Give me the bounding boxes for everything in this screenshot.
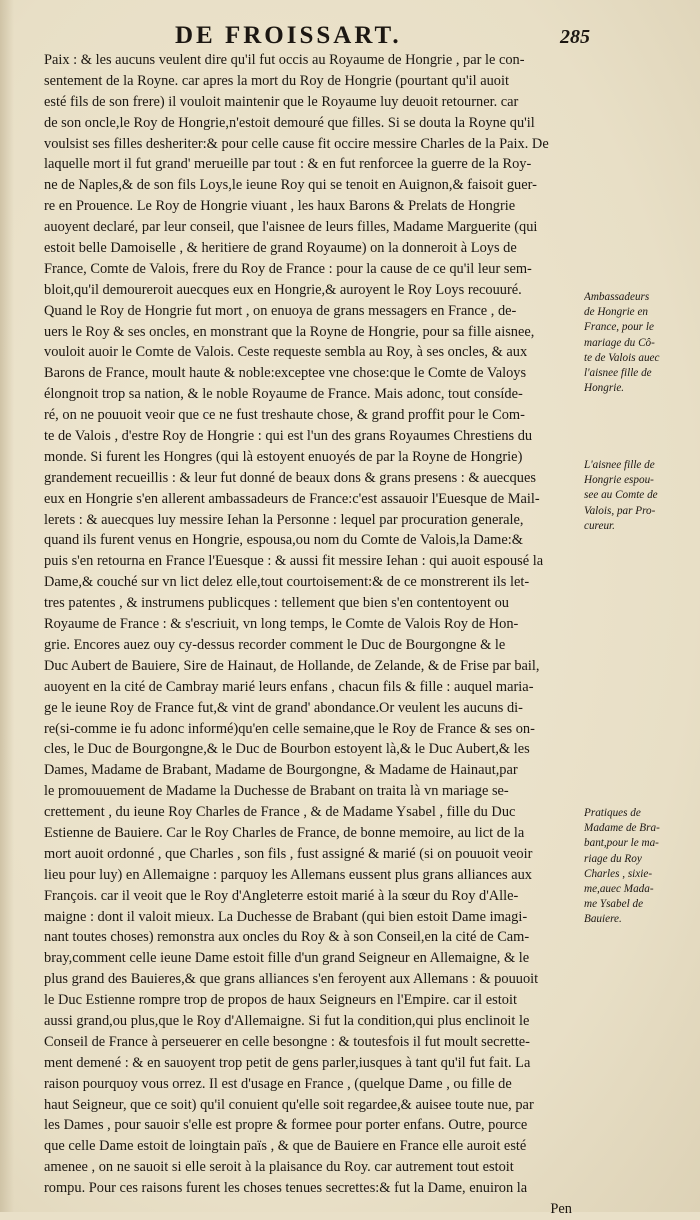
text-line: amenee , on ne sauoit si elle seroit à la plaisance du Roy. car autrement tout estoit bbox=[44, 1159, 514, 1176]
text-line: tres patentes , & instrumens publicques : tellement que bien s'en contentoyent ou bbox=[44, 595, 509, 612]
text-line: haut Seigneur, que ce soit) qu'il conuient qu'elle soit regardee,& auisee toute nue, par bbox=[44, 1096, 534, 1113]
text-line: esté fils de son frere) il vouloit maintenir que le Royaume luy deuoit retourner. car bbox=[44, 93, 519, 110]
text-line: bray,comment celle ieune Dame estoit fille d'un grand Seigneur en Allemaigne, & le bbox=[44, 950, 530, 967]
text-line: re en Prouence. Le Roy de Hongrie viuant , les haux Barons & Prelats de Hongrie bbox=[44, 198, 516, 215]
text-line: re(si-comme ie fu adonc informé)qu'en celle semaine,que le Roy de France & ses on- bbox=[44, 720, 535, 737]
page-number: 285 bbox=[560, 26, 590, 48]
marginal-note-ambassadors bbox=[584, 290, 690, 396]
marginal-note-line: me Ysabel de bbox=[584, 898, 644, 911]
text-line: auoyent en la cité de Cambray marié leurs enfans , chacun fils & fille : auquel maria- bbox=[44, 678, 534, 695]
text-line: ré, on ne pouuoit veoir que ce ne fust treshaute chose, & grand proffit pour le Com- bbox=[44, 407, 525, 424]
marginal-note-line: Charles , sixie- bbox=[584, 867, 653, 880]
text-line: ge le ieune Roy de France fut,& vint de grand' abondance.Or veulent les aucuns di- bbox=[44, 699, 523, 716]
text-line: mort auoit ordonné , que Charles , son fils , fust assigné & marié (si on pouuoit veoir bbox=[44, 845, 533, 862]
marginal-note-line: Madame de Bra- bbox=[584, 822, 660, 835]
text-line: aussi grand,ou plus,que le Roy d'Allemaigne. Si fut la condition,qui plus enclinoit le bbox=[44, 1012, 530, 1029]
text-line: te de Valois , d'estre Roy de Hongrie : qui est l'un des grans Royaumes Chrestiens du bbox=[44, 428, 533, 445]
text-line: monde. Si furent les Hongres (qui là estoyent enuoyés de par la Royne de Hongrie) bbox=[44, 448, 523, 465]
text-line: Dames, Madame de Brabant, Madame de Bourgongne, & Madame de Hainaut,par bbox=[44, 762, 518, 779]
text-line: auoyent declaré, par leur conseil, que l'aisnee de leurs filles, Madame Marguerite (qui bbox=[44, 219, 538, 236]
text-line: le promouuement de Madame la Duchesse de Brabant on traita là vn mariage se- bbox=[44, 783, 509, 800]
marginal-note-line: Valois, par Pro- bbox=[584, 504, 656, 517]
text-line: Quand le Roy de Hongrie fut mort , on enuoya de grans messagers en France , de- bbox=[44, 302, 517, 319]
text-line: Conseil de France à perseuerer en celle besongne : & toutesfois il fut moult secrette- bbox=[44, 1033, 530, 1050]
marginal-note-line: Hongrie espou- bbox=[584, 474, 654, 487]
marginal-note-line: cureur. bbox=[584, 519, 615, 532]
text-line: ne de Naples,& de son fils Loys,le ieune Roy qui se tenoit en Auignon,& faisoit guer- bbox=[44, 177, 537, 194]
marginal-note-line: mariage du Cô- bbox=[584, 336, 655, 349]
text-line: nant toutes choses) remonstra aux oncles du Roy & à son Conseil,en la cité de Cam- bbox=[44, 929, 530, 946]
text-line: rompu. Pour ces raisons furent les choses tenues secrettes:& fut la Dame, enuiron la bbox=[44, 1180, 528, 1197]
text-line: François. car il veoit que le Roy d'Angleterre estoit marié à la sœur du Roy d'Alle- bbox=[44, 887, 519, 904]
marginal-note-line: l'aisnee fille de bbox=[584, 367, 652, 380]
text-line: bloit,qu'il demoureroit auecques eux en Hongrie,& auroyent le Roy Loys recouuré. bbox=[44, 281, 522, 298]
text-line: raison pourquoy vous orrez. Il est d'usage en France , (quelque Dame , ou fille de bbox=[44, 1075, 512, 1092]
marginal-note-line: L'aisnee fille de bbox=[584, 459, 655, 471]
marginal-note-line: France, pour le bbox=[584, 321, 654, 334]
text-line: voulsist ses filles desheriter:& pour celle cause fit occire messire Charles de la Paix. De bbox=[44, 135, 549, 152]
marginal-note-line: me,auec Mada- bbox=[584, 883, 654, 896]
text-line: crettement , du ieune Roy Charles de France , & de Madame Ysabel , fille du Duc bbox=[44, 804, 516, 821]
text-line: estoit belle Damoiselle , & heritiere de grand Royaume) on la donneroit à Loys de bbox=[44, 240, 517, 257]
bleed-through-text bbox=[662, 530, 698, 544]
text-line: le Duc Estienne rompre trop de propos de haux Seigneurs en l'Empire. car il estoit bbox=[44, 992, 517, 1009]
text-line: Estienne de Bauiere. Car le Roy Charles de France, de bonne memoire, au lict de la bbox=[44, 824, 525, 841]
marginal-note-line: riage du Roy bbox=[584, 852, 642, 865]
marginal-note-line: Ambassadeurs bbox=[584, 291, 650, 303]
marginal-note-brabant-practices bbox=[584, 806, 690, 928]
marginal-note-line: Pratiques de bbox=[584, 807, 641, 819]
catchword: Pen bbox=[550, 1200, 572, 1217]
text-line: que celle Dame estoit de loingtain païs , & que de Bauiere en France elle auroit esté bbox=[44, 1138, 527, 1155]
text-line: Dame,& couché sur vn lict delez elle,tout courtoisement:& de ce monstrerent ils let- bbox=[44, 574, 530, 591]
text-line: puis s'en retourna en France l'Euesque : & aussi fit messire Iehan : qui auoit espousé la bbox=[44, 553, 544, 570]
marginal-note-line: te de Valois auec bbox=[584, 351, 660, 364]
text-line: cles, le Duc de Bourgongne,& le Duc de Bourbon estoyent là,& le Duc Aubert,& les bbox=[44, 741, 530, 758]
text-line: quand ils furent venus en Hongrie, espousa,ou nom du Comte de Valois,la Dame:& bbox=[44, 532, 523, 549]
text-line: de son oncle,le Roy de Hongrie,n'estoit demouré que filles. Si se douta la Royne qu'il bbox=[44, 114, 535, 131]
marginal-note-line: Bauiere. bbox=[584, 913, 622, 926]
text-line: uers le Roy & ses oncles, en monstrant que la Royne de Hongrie, pour sa fille aisnee, bbox=[44, 323, 535, 340]
text-line: Royaume de France : & s'escriuit, vn long temps, le Comte de Valois Roy de Hon- bbox=[44, 616, 519, 633]
text-line: ment demené : & en sauoyent trop petit de gens parler,iusques à tant qu'il fut fait. La bbox=[44, 1054, 531, 1071]
marginal-note-line: see au Comte de bbox=[584, 489, 658, 502]
text-line: grie. Encores auez ouy cy-dessus recorder comment le Duc de Bourgongne & le bbox=[44, 636, 506, 653]
text-line: vouloit auoir le Comte de Valois. Ceste requeste sembla au Roy, à ses oncles, & aux bbox=[44, 344, 528, 361]
text-line: Barons de France, moult haute & noble:exceptee vne chose:que le Comte de Valoys bbox=[44, 365, 527, 382]
text-line: sentement de la Royne. car apres la mort du Roy de Hongrie (pourtant qu'il auoit bbox=[44, 72, 509, 89]
text-line: grandement recueillis : & leur fut donné de beaux dons & grans presens : & auecques bbox=[44, 469, 536, 486]
page-gutter-shadow bbox=[0, 0, 14, 1212]
text-line: les Dames , pour sauoir s'elle est propre & formee pour porter enfans. Outre, pource bbox=[44, 1117, 528, 1134]
marginal-note-line: Hongrie. bbox=[584, 382, 625, 395]
text-line: lerets : & auecques luy messire Iehan la Personne : lequel par procuration generale, bbox=[44, 511, 524, 528]
text-line: Duc Aubert de Bauiere, Sire de Hainaut, de Hollande, de Zelande, & de Frise par bail, bbox=[44, 657, 540, 674]
marginal-note-line: bant,pour le ma- bbox=[584, 837, 659, 850]
text-line: élongnoit trop sa nation, & le noble Royaume de France. Mais adonc, tout consíde- bbox=[44, 386, 523, 403]
text-line: maigne : dont il valoit mieux. La Duchesse de Brabant (qui bien estoit Dame imagi- bbox=[44, 908, 528, 925]
marginal-note-line: de Hongrie en bbox=[584, 306, 649, 319]
text-line: Paix : & les aucuns veulent dire qu'il fut occis au Royaume de Hongrie , par le con- bbox=[44, 52, 525, 68]
text-line: laquelle mort il fut grand' merueille par tout : & en fut renforcee la guerre de la Roy- bbox=[44, 156, 532, 173]
text-line: France, Comte de Valois, frere du Roy de France : pour la cause de ce qu'il leur sem- bbox=[44, 260, 532, 277]
running-head: DE FROISSART. bbox=[175, 22, 402, 49]
text-line: eux en Hongrie s'en allerent ambassadeurs de France:c'est assauoir l'Euesque de Mail- bbox=[44, 490, 540, 507]
text-line: plus grand des Bauieres,& que grans alliances s'en feroyent aux Allemans : & pouuoit bbox=[44, 971, 539, 988]
main-text-block bbox=[44, 50, 572, 1220]
marginal-note-proxy-marriage bbox=[584, 458, 690, 534]
text-line: lieu pour luy) en Allemaigne : parquoy les Allemans eussent plus grans alliances aux bbox=[44, 866, 532, 883]
